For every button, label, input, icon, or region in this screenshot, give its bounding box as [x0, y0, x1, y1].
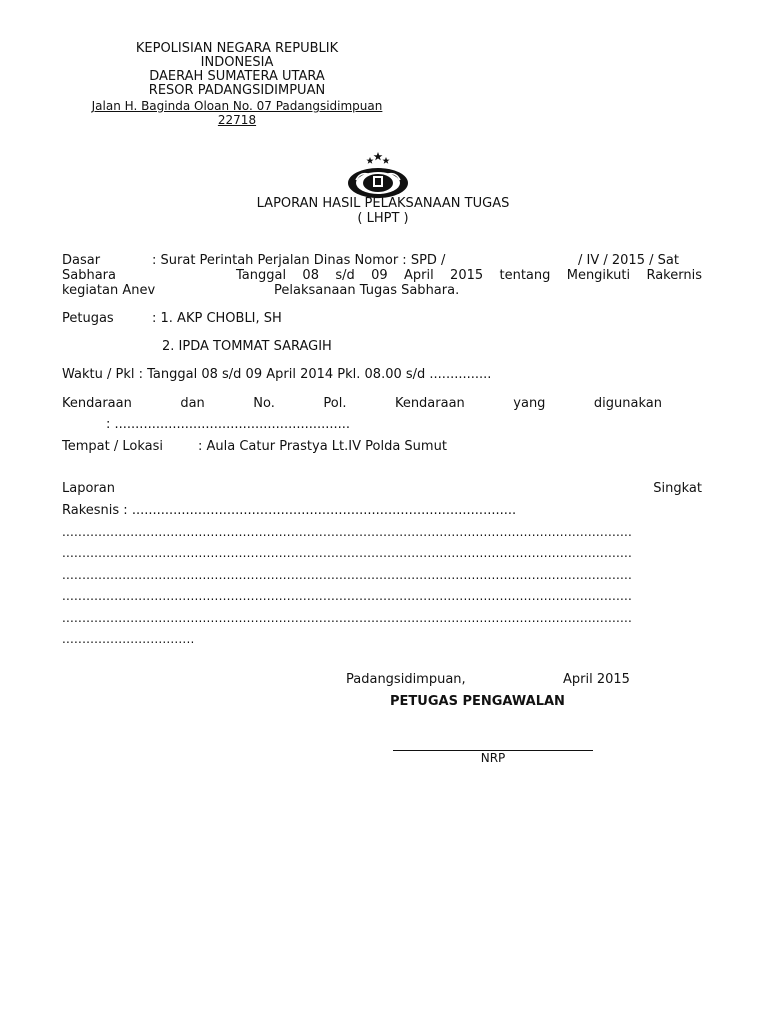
kendaraan-word: Kendaraan — [394, 396, 465, 411]
laporan-label-left: Laporan — [62, 481, 115, 496]
kendaraan-word: No. — [253, 396, 275, 411]
kendaraan-word: dan — [180, 396, 205, 411]
dasar-line2-right: Tanggal 08 s/d 09 April 2015 tentang Mengikuti Rakernis — [236, 268, 702, 283]
signature-role: PETUGAS PENGAWALAN — [390, 694, 565, 709]
petugas-item-1: : 1. AKP CHOBLI, SH — [152, 311, 282, 326]
laporan-dot-line: .............................................................................................................................................. — [62, 525, 633, 539]
header-postal-code: 22718 — [217, 113, 257, 127]
document-title: LAPORAN HASIL PELAKSANAAN TUGAS — [256, 196, 510, 211]
laporan-dot-line: .............................................................................................................................................. — [62, 611, 633, 625]
header-line-4: RESOR PADANGSIDIMPUAN — [148, 83, 326, 98]
waktu-line: Waktu / Pkl : Tanggal 08 s/d 09 April 2014 Pkl. 08.00 s/d ............... — [62, 367, 492, 382]
kendaraan-word: digunakan — [593, 396, 662, 411]
document-subtitle: ( LHPT ) — [357, 211, 409, 226]
header-address: Jalan H. Baginda Oloan No. 07 Padangsidimpuan — [91, 99, 383, 113]
dasar-text: : Surat Perintah Perjalan Dinas Nomor : SPD / — [152, 253, 446, 268]
tempat-label: Tempat / Lokasi — [62, 439, 163, 454]
laporan-rakesnis: Rakesnis : ............................................................................................. — [62, 503, 517, 518]
signature-date: April 2015 — [563, 672, 630, 687]
header-line-2: INDONESIA — [200, 55, 274, 70]
signature-place: Padangsidimpuan, — [346, 672, 466, 687]
kendaraan-word: Pol. — [323, 396, 347, 411]
petugas-label: Petugas — [62, 311, 114, 326]
police-emblem-icon — [346, 150, 410, 200]
laporan-dot-line-last: ................................. — [62, 632, 195, 646]
dasar-line3-right: Pelaksanaan Tugas Sabhara. — [274, 283, 460, 298]
signature-nrp: NRP — [480, 751, 506, 765]
dasar-number-tail: / IV / 2015 / Sat — [578, 253, 679, 268]
laporan-label-right: Singkat — [653, 481, 702, 496]
dasar-line3-left: kegiatan Anev — [62, 283, 156, 298]
kendaraan-line — [62, 396, 662, 411]
kendaraan-word: Kendaraan — [62, 396, 132, 411]
petugas-item-2: 2. IPDA TOMMAT SARAGIH — [162, 339, 332, 354]
laporan-dot-line: .............................................................................................................................................. — [62, 546, 633, 560]
kendaraan-word: yang — [513, 396, 546, 411]
laporan-dot-line: .............................................................................................................................................. — [62, 568, 633, 582]
kendaraan-value: : ......................................................... — [106, 417, 351, 432]
header-line-1: KEPOLISIAN NEGARA REPUBLIK — [135, 41, 339, 56]
laporan-dot-line: .............................................................................................................................................. — [62, 589, 633, 603]
tempat-value: : Aula Catur Prastya Lt.IV Polda Sumut — [198, 439, 447, 454]
header-line-3: DAERAH SUMATERA UTARA — [149, 69, 325, 84]
dasar-line2-left: Sabhara — [62, 268, 116, 283]
dasar-label: Dasar — [62, 253, 101, 268]
